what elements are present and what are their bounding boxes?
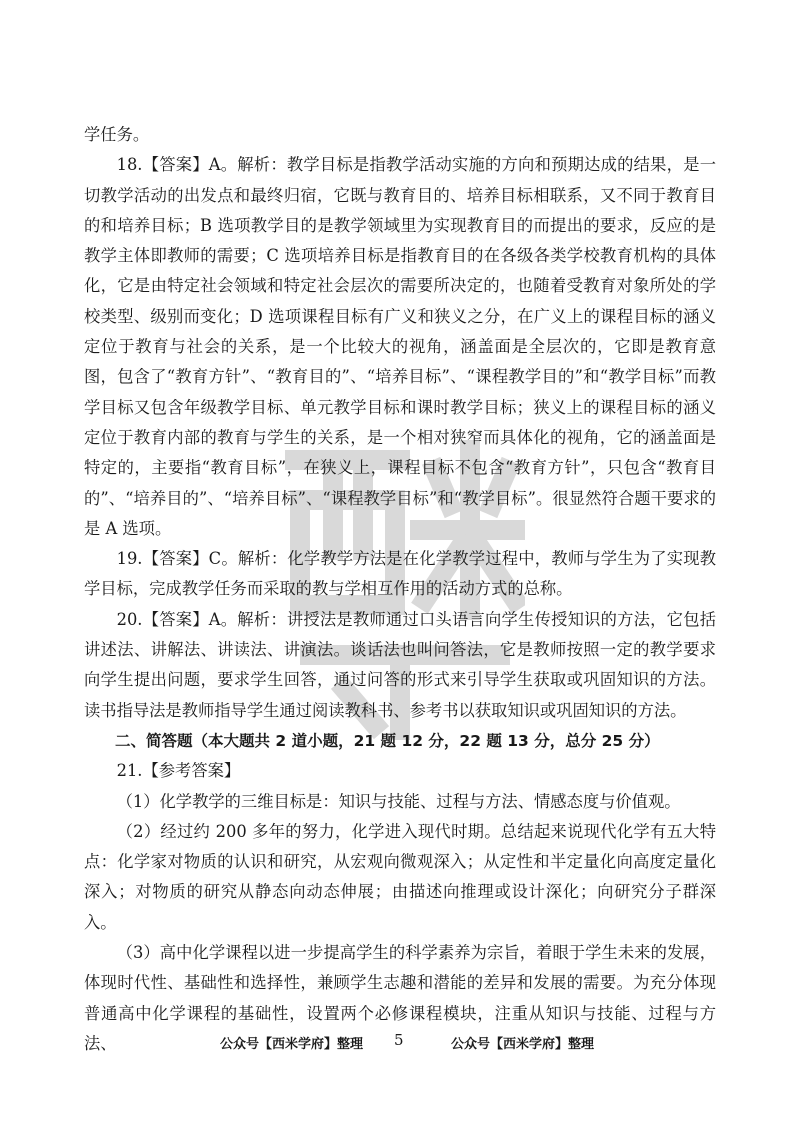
answer-20: 20.【答案】A。解析：讲授法是教师通过口头语言向学生传授知识的方法，它包括讲述法、讲解法、讲读法、讲演法。谈话法也叫问答法，它是教师按照一定的教学要求向学生提出问题，要求学生回答，通过问答的形式来引导学生获取或巩固知识的方法。读书指导法是教师指导学生通过阅读教科书、参考书以获取知识或巩固知识的方法。: [84, 609, 716, 720]
section-heading-short-answer: 二、简答题（本大题共 2 道小题，21 题 12 分，22 题 13 分，总分 25 分）: [115, 731, 660, 750]
answer-21-part-3: （3）高中化学课程以进一步提高学生的科学素养为宗旨，着眼于学生未来的发展，体现时代性、基础性和选择性，兼顾学生志趣和潜能的差异和发展的需要。为充分体现普通高中化学课程的基础性，设置两个必修课程模块，注重从知识与技能、过程与方法、: [84, 943, 716, 1053]
page-number: 5: [394, 1031, 404, 1049]
answer-18: 18.【答案】A。解析：教学目标是指教学活动实施的方向和预期达成的结果，是一切教学活动的出发点和最终归宿，它既与教育目的、培养目标相联系，又不同于教育目的和培养目标；B 选项教学目的是教学领域里为实现教育目的而提出的要求，反应的是教学主体即教师的需要；C 选项培养目标是指教育目的在各级各类学校教育机构的具体化，它是由特定社会领域和特定社会层次的需要所决定的，也随着受教育对象所处的学校类型、级别而变化；D 选项课程目标有广义和狭义之分，在广义上的课程目标的涵义定位于教育与社会的关系，是一个比较大的视角，涵盖面是全层次的，它即是教育意图，包含了“教育方针”、“教育目的”、“培养目标”、“课程教学目的”和“教学目标”而教学目标又包含年级教学目标、单元教学目标和课时教学目标；狭义上的课程目标的涵义定位于教育内部的教育与学生的关系，是一个相对狭窄而具体化的视角，它的涵盖面是特定的，主要指“教育目标”，在狭义上，课程目标不包含“教育方针”，只包含“教育目的”、“培养目的”、“培养目标”、“课程教学目标”和“教学目标”。很显然符合题干要求的是 A 选项。: [84, 155, 716, 538]
page-footer: [0, 1031, 800, 1055]
document-body: [84, 120, 716, 1059]
answer-21-part-2: （2）经过约 200 多年的努力，化学进入现代时期。总结起来说现代化学有五大特点：化学家对物质的认识和研究，从宏观向微观深入；从定性和半定量化向高度定量化深入；对物质的研究从静态向动态伸展；由描述向推理或设计深化；向研究分子群深入。: [84, 821, 716, 932]
footer-left-text: 公众号【西米学府】整理: [220, 1037, 364, 1052]
paragraph-continuation: 学任务。: [84, 125, 150, 144]
footer-right-text: 公众号【西米学府】整理: [451, 1037, 595, 1052]
answer-19: 19.【答案】C。解析：化学教学方法是在化学教学过程中，教师与学生为了实现教学目标，完成教学任务而采取的教与学相互作用的活动方式的总称。: [84, 549, 716, 599]
answer-21-label: 21.【参考答案】: [116, 761, 241, 781]
answer-21-part-1: （1）化学教学的三维目标是：知识与技能、过程与方法、情感态度与价值观。: [116, 791, 681, 811]
